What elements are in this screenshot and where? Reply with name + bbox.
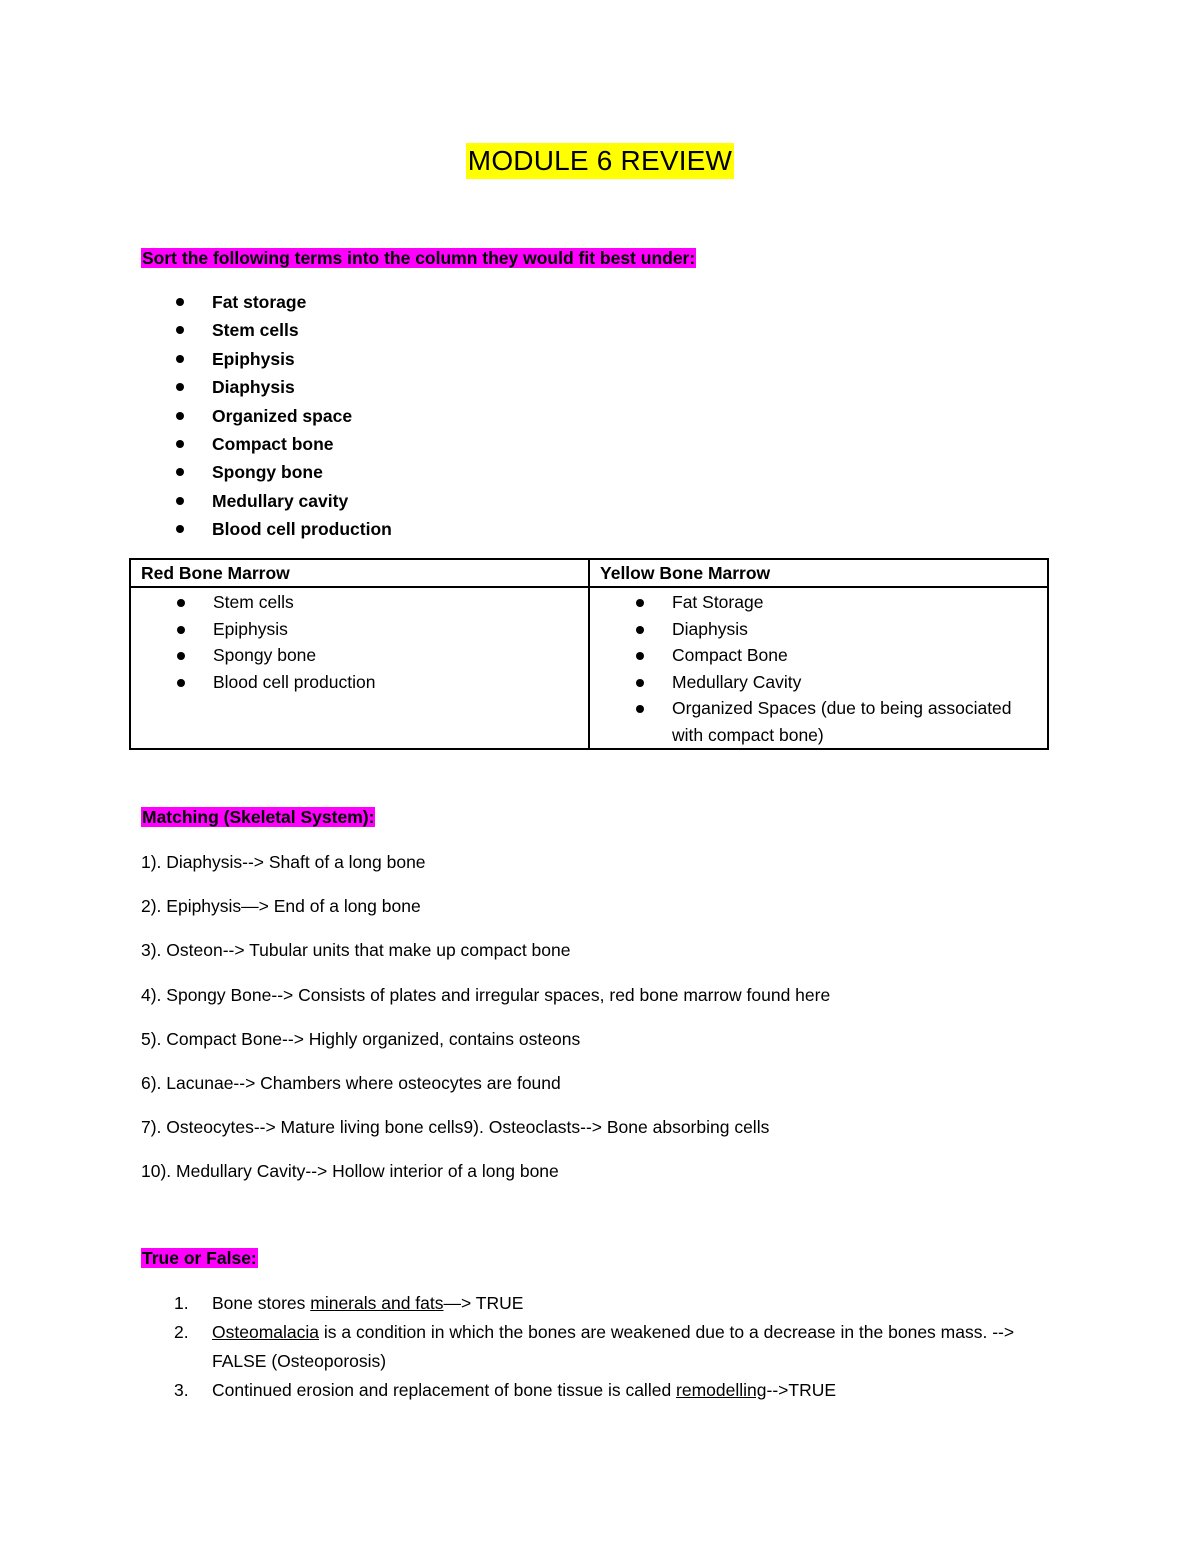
title-container (0, 143, 1200, 179)
column-header-yellow-bone-marrow: Yellow Bone Marrow (589, 559, 1048, 587)
answer-text: -->TRUE (766, 1380, 837, 1400)
item-number: 1. (174, 1293, 189, 1313)
true-false-item (170, 1318, 1050, 1376)
term-item: Stem cells (170, 316, 392, 344)
term-item: Epiphysis (170, 345, 392, 373)
list-item: Spongy bone (171, 642, 588, 669)
statement-text: Bone stores (212, 1293, 311, 1313)
true-false-item (170, 1289, 1050, 1318)
term-item: Organized space (170, 402, 392, 430)
list-item: Organized Spaces (due to being associated with compact bone) (630, 695, 1047, 748)
page-title: MODULE 6 REVIEW (466, 143, 734, 179)
column-header-red-bone-marrow: Red Bone Marrow (130, 559, 589, 587)
matching-item: 3). Osteon--> Tubular units that make up compact bone (141, 940, 571, 961)
terms-list (170, 288, 392, 544)
matching-item: 2). Epiphysis—> End of a long bone (141, 896, 421, 917)
sort-section-heading: Sort the following terms into the column they would fit best under: (142, 248, 696, 268)
yellow-bone-marrow-list (590, 588, 1047, 748)
underlined-term: Osteomalacia (212, 1322, 319, 1342)
true-false-item (170, 1376, 1050, 1405)
term-item: Diaphysis (170, 373, 392, 401)
matching-list (141, 848, 830, 1202)
true-false-section-heading-container (141, 1246, 258, 1271)
matching-item: 5). Compact Bone--> Highly organized, contains osteons (141, 1028, 581, 1049)
matching-item: 7). Osteocytes--> Mature living bone cells9). Osteoclasts--> Bone absorbing cells (141, 1117, 770, 1138)
list-item: Compact Bone (630, 642, 1047, 669)
term-item: Compact bone (170, 430, 392, 458)
answer-text: —> TRUE (443, 1293, 524, 1313)
matching-item: 6). Lacunae--> Chambers where osteocytes are found (141, 1072, 561, 1093)
list-item: Fat Storage (630, 589, 1047, 616)
answer-text: is a condition in which the bones are weakened due to a decrease in the bones mass. --> FALSE (Osteoporosis) (212, 1322, 1015, 1371)
list-item: Diaphysis (630, 616, 1047, 643)
true-false-list (170, 1289, 1050, 1405)
item-number: 2. (174, 1322, 189, 1342)
list-item: Epiphysis (171, 616, 588, 643)
statement-text: Continued erosion and replacement of bone tissue is called (212, 1380, 677, 1400)
table-row (130, 587, 1048, 749)
list-item: Stem cells (171, 589, 588, 616)
matching-item: 10). Medullary Cavity--> Hollow interior of a long bone (141, 1161, 559, 1182)
true-false-section-heading: True or False: (142, 1248, 257, 1268)
list-item: Blood cell production (171, 669, 588, 696)
underlined-term: minerals and fats (310, 1293, 444, 1313)
sort-section-heading-container (141, 246, 696, 271)
matching-section-heading-container (141, 805, 375, 830)
underlined-term: remodelling (676, 1380, 767, 1400)
matching-section-heading: Matching (Skeletal System): (142, 807, 375, 827)
red-bone-marrow-cell (130, 587, 589, 749)
matching-item: 4). Spongy Bone--> Consists of plates and irregular spaces, red bone marrow found here (141, 984, 831, 1005)
table-header-row (130, 559, 1048, 587)
yellow-bone-marrow-cell (589, 587, 1048, 749)
term-item: Spongy bone (170, 458, 392, 486)
item-number: 3. (174, 1380, 189, 1400)
matching-item: 1). Diaphysis--> Shaft of a long bone (141, 852, 426, 872)
term-item: Blood cell production (170, 515, 392, 543)
term-item: Fat storage (170, 288, 392, 316)
red-bone-marrow-list (131, 588, 588, 695)
list-item: Medullary Cavity (630, 669, 1047, 696)
marrow-sort-table (129, 558, 1049, 750)
term-item: Medullary cavity (170, 487, 392, 515)
